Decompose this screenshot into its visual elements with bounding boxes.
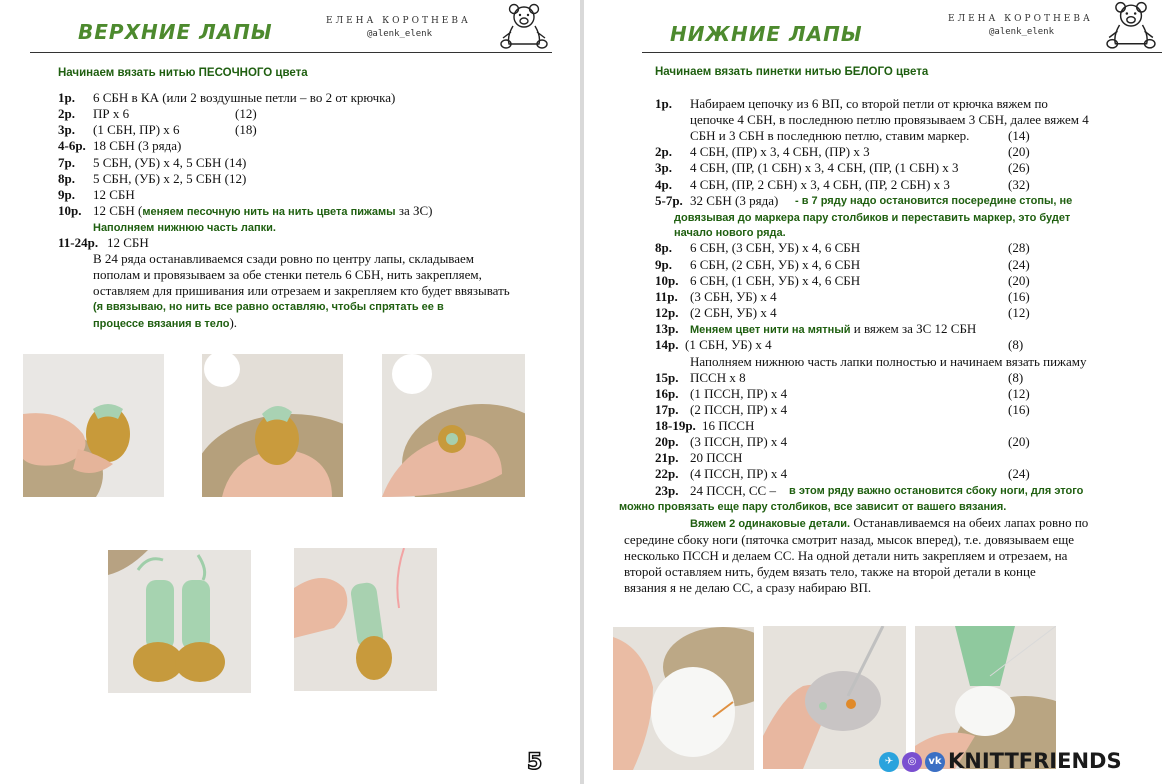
section-subtitle: Начинаем вязать пинетки нитью БЕЛОГО цвета [655,66,929,78]
teddy-bear-icon [1102,0,1160,50]
header-divider [30,52,552,53]
teddy-bear-icon [497,2,551,50]
page-title: ВЕРХНИЕ ЛАПЫ [78,20,273,44]
photo-paw-side [294,548,437,691]
instruction-paragraph: Вяжем 2 одинаковые детали. Останавливаемся на обеих лапах ровно по середине сбоку ноги (пяточка смотрит назад, мысок вперед), т.е. довязываем еще несколько ПССН и делаем СС. На одной детали нить закрепляем и отрезаем, на второй оставляем нить, будем вязать тело, также на второй детали в конце вязания я не делаю СС, а сразу набираю ВП. [624,515,1089,595]
header-divider [642,52,1162,53]
page-title: НИЖНИЕ ЛАПЫ [670,22,863,46]
author-name: ЕЛЕНА КОРОТНЕВА [326,16,471,26]
fill-note: Наполняем нижнюю часть лапки полностью и начинаем вязать пижаму [690,354,1087,369]
watermark: KNITTFRIENDS [948,749,1122,773]
author-handle: @alenk_elenk [367,29,433,39]
row-continued: цепочке 4 СБН, в последнюю петлю провязываем 3 СБН, далее вяжем 4 [690,112,1089,127]
photo-finished-foot [915,626,1056,769]
author-name: ЕЛЕНА КОРОТНЕВА [948,14,1093,24]
photo-paw-hand-3 [382,354,525,497]
social-circle-icon: ◎ [902,752,922,772]
photo-paws-pair [108,550,251,693]
page-right: НИЖНИЕ ЛАПЫ ЕЛЕНА КОРОТНЕВА @alenk_elenk Начинаем вязать пинетки нитью БЕЛОГО цвета 1р. Набираем цепочку из 6 ВП, со второй петли от крючка вяжем по цепочке 4 СБН, в последнюю петлю провязываем 3 СБН, далее вяжем 4 СБН и 3 СБН в последнюю петлю, ставим маркер. (14) 2р. 4 СБН, (ПР) х 3, 4 СБН, (ПР) х 3 (20) 3р. 4 СБН, (ПР, (1 СБН) х 3, 4 СБН, (ПР, (1 СБН) х 3 (26) 4р. 4 СБН, (ПР, 2 СБН) х 3, 4 СБН, (ПР, 2 СБН) х 3 (32) 5-7р. 32 СБН (3 ряда) - в 7 ряду надо остановится посередине стопы, не довязывая до маркера пару столбиков и переставить маркер, это будет начало нового ряда. 8р. 6 СБН, (3 СБН, УБ) х 4, 6 СБН (28) 9р. 6 СБН, (2 СБН, УБ) х 4, 6 СБН (24) 10р. 6 СБН, (1 СБН, УБ) х 4, 6 СБН (20) 11р. (3 СБН, УБ) х 4 (16) 12р. (2 СБН, УБ) х 4 (12) 13р. Меняем цвет нити на мятный и вяжем за ЗС 12 СБН 14р. (1 СБН, УБ) х 4 (8) Наполняем нижнюю часть лапки полностью и начинаем вязать пижаму 15р. ПССН х 8 (8) 16р. (1 ПССН, ПР) х 4 (12) 17р. (2 ПССН, ПР) х 4 (16) 18-19р. 16 ПССН 20р. (3 ПССН, ПР) х 4 (20) 21р. 20 ПССН 22р. (4 ПССН, ПР) х 4 (24) 23р. 24 ПССН, СС – в этом ряду важно остановится сбоку ноги, для этого можно провязать еще пару столбиков, все зависит от вашего вязания. Вяжем 2 одинаковые детали. Останавливаемся на обеих лапах ровно по середине сбоку ноги (пяточка смотрит назад, мысок вперед), т.е. довязываем еще несколько ПССН и делаем СС. На одной детали нить закрепляем и отрезаем, на второй оставляем нить, будем вязать тело, также на второй детали в конце вязания я не делаю СС, а сразу набираю ВП. ✈ ◎ vk KNITTFRIENDS [584,0,1165,784]
author-handle: @alenk_elenk [989,27,1055,37]
page-left: ВЕРХНИЕ ЛАПЫ ЕЛЕНА КОРОТНЕВА @alenk_elenk Начинаем вязать нитью ПЕСОЧНОГО цвета 1р. 6 СБН в КА (или 2 воздушные петли – во 2 от крючка) 2р. ПР х 6 (12) 3р. (1 СБН, ПР) х 6 (18) 4-6р. 18 СБН (3 ряда) 7р. 5 СБН, (УБ) х 4, 5 СБН (14) 8р. 5 СБН, (УБ) х 2, 5 СБН (12) 9р. 12 СБН 10р. 12 СБН (меняем песочную нить на нить цвета пижамы за ЗС) Наполняем нижнюю часть лапки. 11-24р. 12 СБН В 24 ряда останавливаемся сзади ровно по центру лапы, складываем пополам и провязываем за обе стенки петель 6 СБН, нить закрепляем, оставляем для пришивания или отрезаем и закрепляем кто будет ввязывать (я ввязываю, но нить все равно оставляю, чтобы спрятать ее в процессе вязания в тело). 5 [0,0,580,784]
row-continued: СБН и 3 СБН в последнюю петлю, ставим маркер. (14) [690,128,1030,143]
row-note: можно провязать еще пару столбиков, все зависит от вашего вязания. [619,501,1007,513]
telegram-icon: ✈ [879,752,899,772]
photo-sole-grey [763,626,906,769]
vk-icon: vk [925,752,945,772]
page-number: 5 [527,750,543,775]
photo-paw-hand-1 [23,354,164,497]
photo-sole-white [613,627,754,770]
photo-paw-hand-2 [202,354,343,497]
section-subtitle: Начинаем вязать нитью ПЕСОЧНОГО цвета [58,67,308,79]
instruction-paragraph: В 24 ряда останавливаемся сзади ровно по центру лапы, складываем пополам и провязываем за обе стенки петель 6 СБН, нить закрепляем, оставляем для пришивания или отрезаем и закрепляем кто будет ввязывать (я ввязываю, но нить все равно оставляю, чтобы спрятать ее в процессе вязания в тело). [93,251,510,330]
fill-note: Наполняем нижнюю часть лапки. [93,222,276,234]
row-note: довязывая до маркера пару столбиков и переставить маркер, это будет [674,212,1071,224]
row-note: начало нового ряда. [674,227,786,239]
